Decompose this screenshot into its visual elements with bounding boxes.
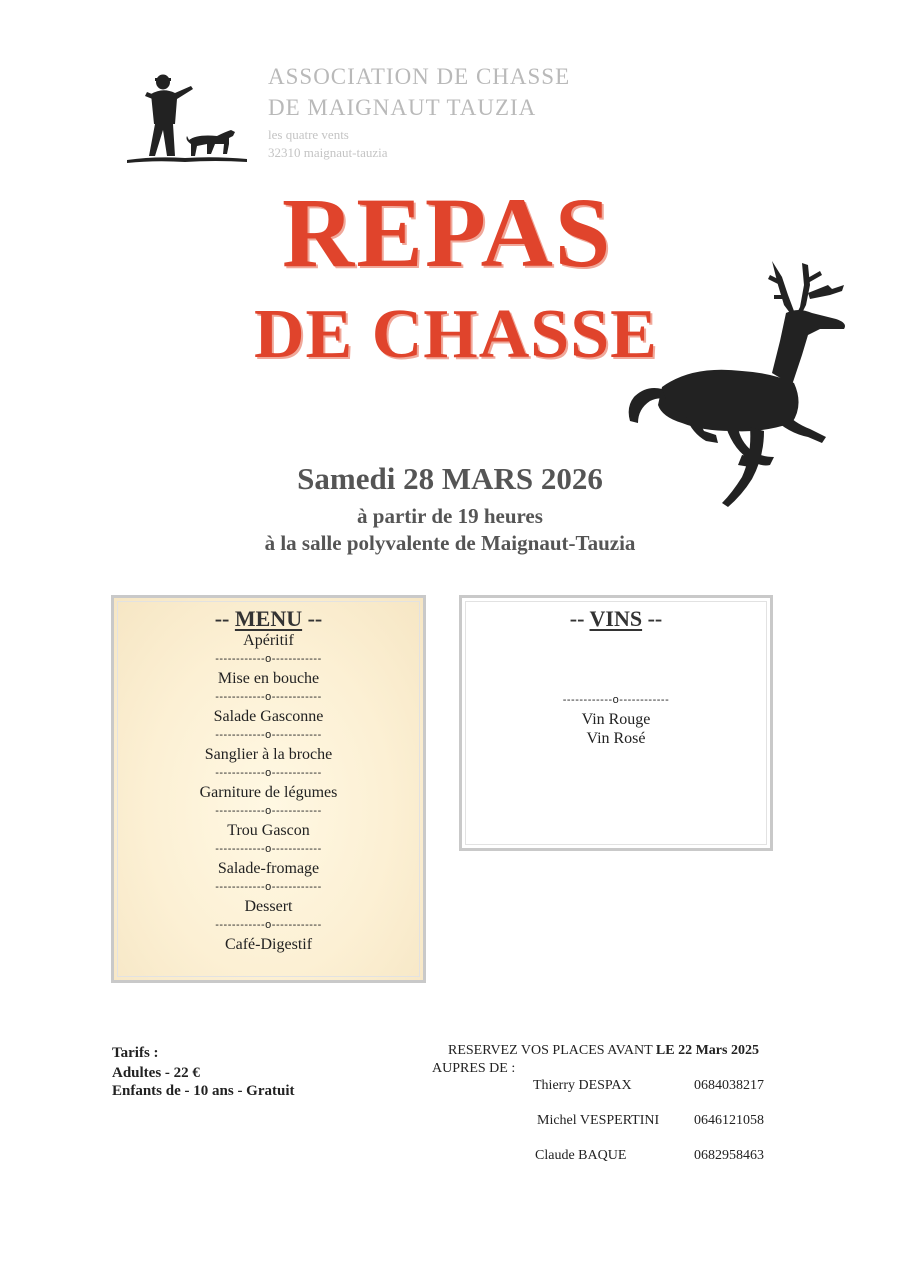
menu-title-text: MENU [234,606,303,631]
association-name-line1: ASSOCIATION DE CHASSE [268,64,571,89]
contact-phone: 0646121058 [694,1113,764,1128]
vins-title [462,606,770,632]
menu-separator: ------------o------------ [215,653,322,665]
association-name-line2: DE MAIGNAUT TAUZIA [268,95,537,120]
menu-item: Apéritif [243,632,294,649]
menu-separator: ------------o------------ [215,843,322,855]
menu-item: Dessert [244,898,293,915]
menu-separator: ------------o------------ [215,919,322,931]
vins-item: Vin Rouge [581,711,651,728]
menu-box [111,595,426,983]
menu-title [114,606,423,632]
reservation-aupres: AUPRES DE : [432,1061,516,1076]
menu-item: Mise en bouche [217,670,320,687]
event-time: à partir de 19 heures [357,504,543,528]
menu-title-prefix: -- [214,606,235,631]
association-address-line2: 32310 maignaut-tauzia [268,145,388,160]
vins-title-prefix: -- [569,606,590,631]
reservation-line [448,1043,759,1059]
tarif-children: Enfants de - 10 ans - Gratuit [112,1083,295,1099]
menu-item: Salade Gasconne [213,708,324,725]
reservation-text: RESERVEZ VOS PLACES AVANT [448,1043,656,1058]
vins-title-suffix: -- [642,606,663,631]
menu-item: Garniture de légumes [199,784,338,801]
tarif-adults: Adultes - 22 € [112,1065,200,1081]
menu-separator: ------------o------------ [215,767,322,779]
event-place: à la salle polyvalente de Maignaut-Tauzia [264,531,636,555]
vins-separator: ------------o------------ [562,694,670,706]
menu-separator: ------------o------------ [215,805,322,817]
menu-separator: ------------o------------ [215,881,322,893]
contact-name: Claude BAQUE [535,1148,627,1163]
reservation-deadline: LE 22 Mars 2025 [655,1043,759,1058]
menu-item: Trou Gascon [227,822,310,839]
vins-box [459,595,773,851]
menu-item: Café-Digestif [224,936,313,953]
contact-phone: 0684038217 [694,1078,764,1093]
contact-name: Thierry DESPAX [533,1078,632,1093]
menu-list [114,631,423,954]
hunter-with-dog-icon [125,72,250,167]
title-de-chasse: DE CHASSE [254,296,658,373]
contact-name: Michel VESPERTINI [537,1113,660,1128]
menu-title-suffix: -- [302,606,323,631]
vins-title-text: VINS [589,606,643,631]
menu-separator: ------------o------------ [215,729,322,741]
event-date: Samedi 28 MARS 2026 [297,461,603,496]
menu-item: Sanglier à la broche [204,746,333,763]
vins-list [462,691,770,748]
menu-item: Salade-fromage [217,860,320,877]
tarifs-label: Tarifs : [112,1045,159,1061]
contact-phone: 0682958463 [694,1148,764,1163]
association-address-line1: les quatre vents [268,127,349,142]
vins-item: Vin Rosé [586,730,646,747]
menu-separator: ------------o------------ [215,691,322,703]
title-repas: REPAS [282,177,613,288]
